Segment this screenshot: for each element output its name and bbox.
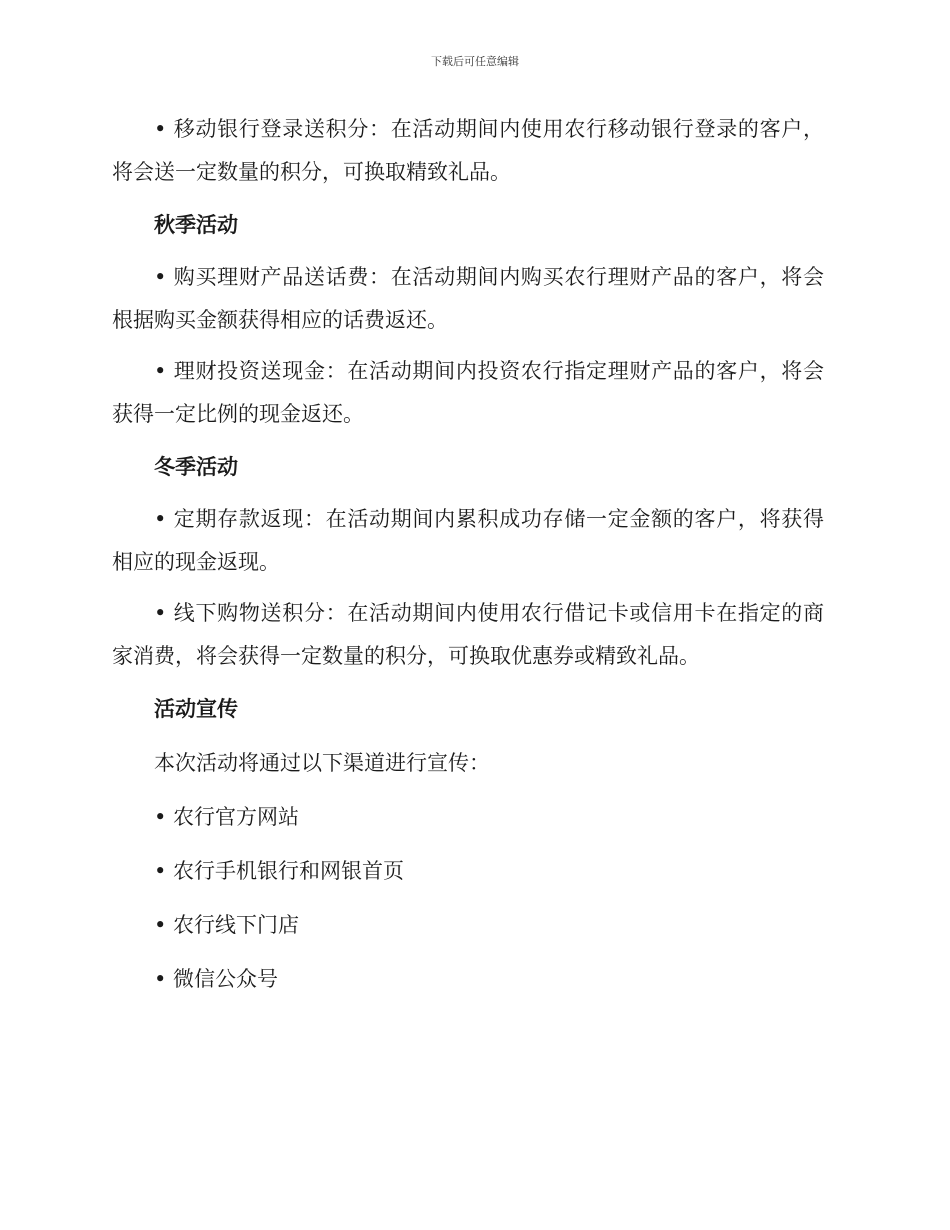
heading-promotion: 活动宣传 (154, 697, 238, 721)
list-item-channel: • 农行手机银行和网银首页 (154, 859, 405, 883)
list-item-channel: • 农行线下门店 (154, 913, 300, 937)
document-body (112, 108, 824, 1010)
heading-autumn-activities: 秋季活动 (154, 213, 238, 237)
paragraph-offline-shopping-points: • 线下购物送积分：在活动期间内使用农行借记卡或信用卡在指定的商家消费，将会获得一定数量的积分，可换取优惠券或精致礼品。 (112, 601, 824, 668)
paragraph-deposit-cashback: • 定期存款返现：在活动期间内累积成功存储一定金额的客户，将获得相应的现金返现。 (112, 507, 824, 574)
paragraph-buy-wealth-product: • 购买理财产品送话费：在活动期间内购买农行理财产品的客户，将会根据购买金额获得相应的话费返还。 (112, 265, 824, 332)
heading-winter-activities: 冬季活动 (154, 455, 238, 479)
page-header-note: 下载后可任意编辑 (431, 55, 519, 68)
paragraph-mobile-login-points: • 移动银行登录送积分：在活动期间内使用农行移动银行登录的客户，将会送一定数量的积分，可换取精致礼品。 (112, 117, 824, 184)
list-item-channel: • 农行官方网站 (154, 805, 300, 829)
paragraph-promotion-intro: 本次活动将通过以下渠道进行宣传： (154, 751, 490, 775)
paragraph-invest-cash-reward: • 理财投资送现金：在活动期间内投资农行指定理财产品的客户，将会获得一定比例的现金返还。 (112, 359, 824, 426)
list-item-channel: • 微信公众号 (154, 967, 279, 991)
